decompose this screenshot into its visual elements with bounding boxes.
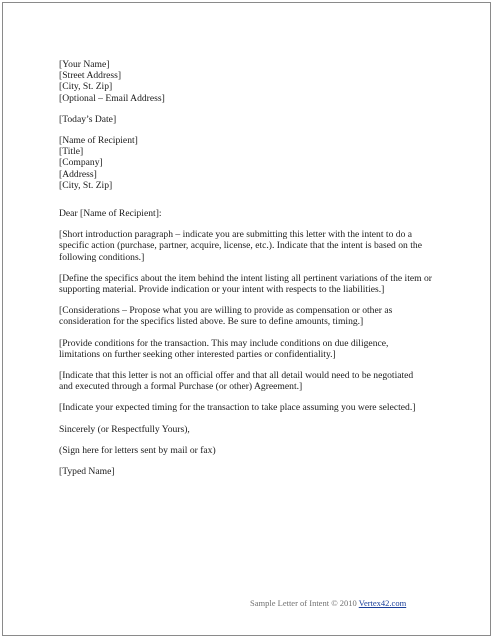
paragraph-line: consideration for the specifics listed above. Be sure to define amounts, timing.]: [59, 316, 364, 328]
typed-name: [Typed Name]: [59, 466, 115, 478]
signature-note: (Sign here for letters sent by mail or fax): [59, 444, 216, 456]
paragraph-timing: [59, 402, 449, 413]
paragraph-line: supporting material. Provide indication or your intent with respects to the liabilities.]: [59, 284, 385, 296]
closing: Sincerely (or Respectfully Yours),: [59, 423, 190, 435]
recipient-city: [City, St. Zip]: [59, 179, 113, 191]
paragraph-intro: [59, 229, 449, 263]
letter-date: [Today’s Date]: [59, 113, 117, 125]
footer-text: Sample Letter of Intent © 2010: [250, 598, 359, 608]
page-footer: [250, 598, 450, 608]
paragraph-line: [Indicate that this letter is not an official offer and that all detail would need to be negotiated: [59, 370, 414, 382]
letter-body: [59, 59, 449, 477]
paragraph-line: specific action (purchase, partner, acquire, license, etc.). Indicate that the intent is based on the: [59, 240, 422, 252]
recipient-company: [Company]: [59, 157, 103, 169]
paragraph-line: [Considerations – Propose what you are willing to provide as compensation or other as: [59, 305, 393, 317]
paragraph-line: following conditions.]: [59, 251, 145, 263]
paragraph-line: and executed through a formal Purchase (or other) Agreement.]: [59, 381, 303, 393]
paragraph-specifics: [59, 273, 449, 295]
paragraph-conditions: [59, 338, 449, 360]
vertex42-link[interactable]: Vertex42.com: [358, 598, 407, 608]
paragraph-not-offer: [59, 370, 449, 392]
recipient-block: [59, 135, 449, 191]
salutation: Dear [Name of Recipient]:: [59, 208, 162, 220]
recipient-title: [Title]: [59, 146, 84, 158]
recipient-address: [Address]: [59, 168, 97, 180]
sender-street: [Street Address]: [59, 70, 122, 82]
sender-email: [Optional – Email Address]: [59, 92, 165, 104]
paragraph-considerations: [59, 305, 449, 327]
paragraph-line: [Provide conditions for the transaction. This may include conditions on due diligence,: [59, 337, 389, 349]
sender-block: [59, 59, 449, 104]
sender-name: [Your Name]: [59, 59, 110, 70]
recipient-name: [Name of Recipient]: [59, 135, 138, 147]
paragraph-line: [Indicate your expected timing for the transaction to take place assuming you were selected.]: [59, 402, 416, 414]
paragraph-line: limitations on further seeking other interested parties or confidentiality.]: [59, 348, 336, 360]
paragraph-line: [Short introduction paragraph – indicate you are submitting this letter with the intent to do a: [59, 229, 413, 241]
sender-city: [City, St. Zip]: [59, 81, 113, 93]
paragraph-line: [Define the specifics about the item behind the intent listing all pertinent variations of the item or: [59, 272, 432, 284]
